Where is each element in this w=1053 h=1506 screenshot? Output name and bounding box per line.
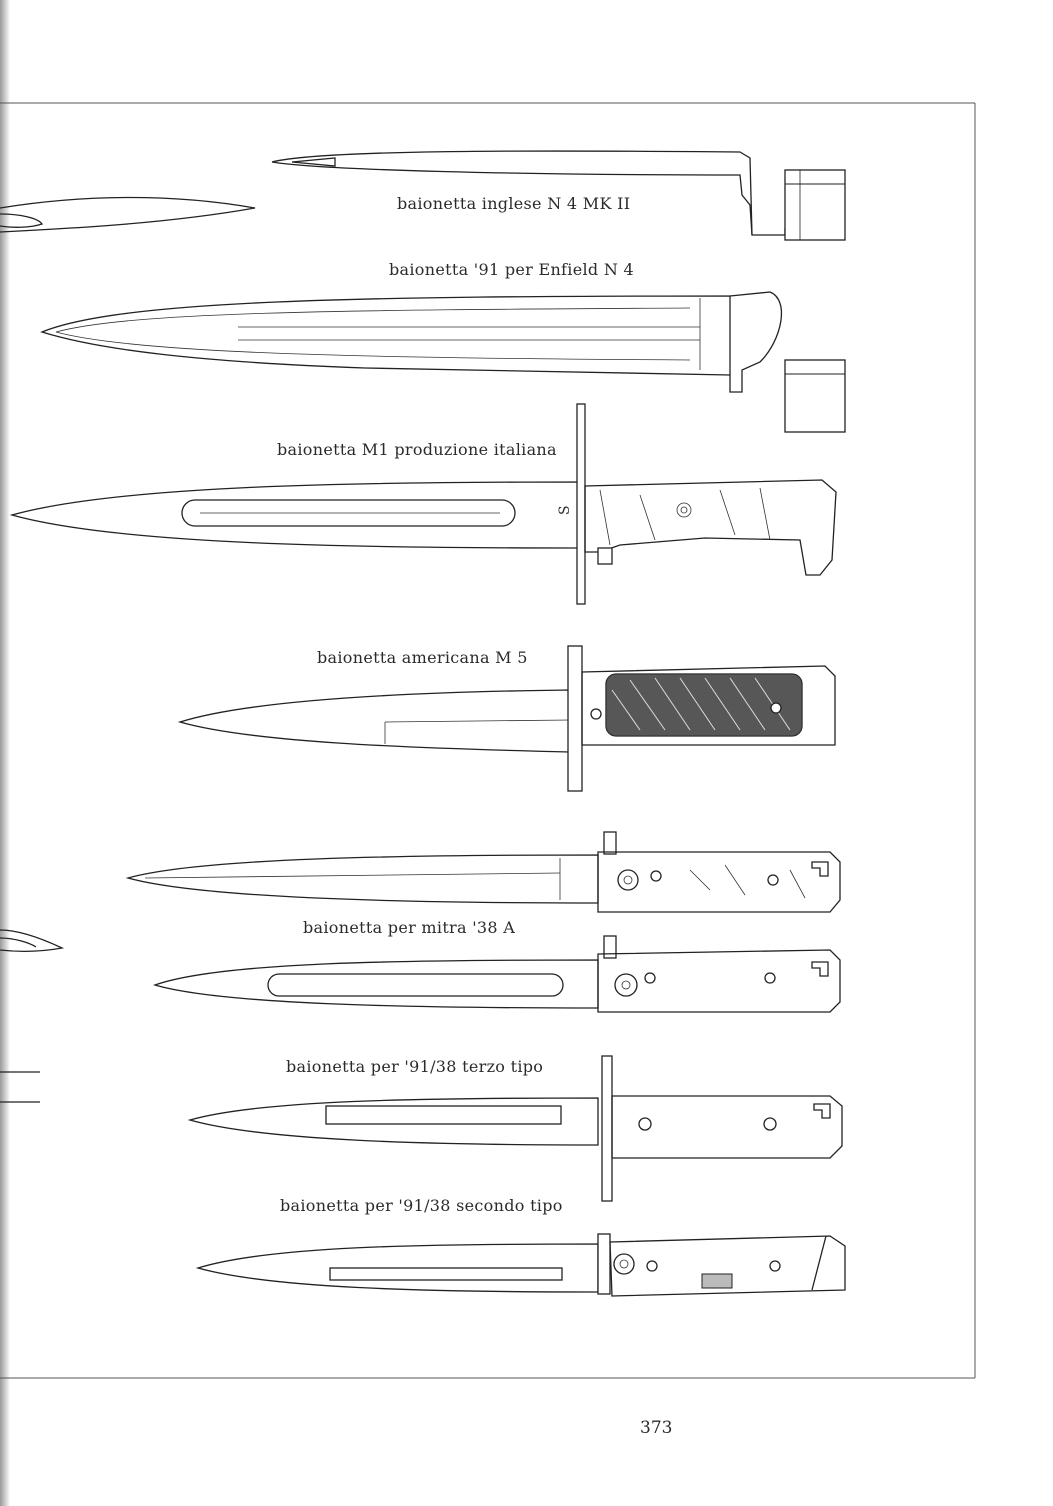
bayonet-drawing-4 — [180, 646, 835, 791]
partial-figure-left-2 — [0, 930, 62, 951]
partial-figure-left-1 — [0, 197, 255, 232]
caption-m1-produzione-italiana: baionetta M1 produzione italiana — [277, 440, 557, 459]
bayonet-drawing-2 — [42, 292, 845, 432]
bayonet-drawing-8 — [198, 1234, 845, 1296]
stamp-letter-s: S — [556, 505, 573, 515]
bayonet-drawing-5 — [128, 832, 840, 912]
caption-91-38-terzo-tipo: baionetta per '91/38 terzo tipo — [286, 1057, 544, 1076]
bayonet-drawing-6 — [155, 936, 840, 1012]
page-number: 373 — [640, 1418, 673, 1438]
partial-figure-left-3 — [0, 1072, 40, 1102]
bayonet-drawing-7 — [190, 1056, 842, 1201]
caption-mitra-38a: baionetta per mitra '38 A — [303, 918, 516, 937]
caption-americana-m5: baionetta americana M 5 — [317, 648, 528, 667]
caption-91-38-secondo-tipo: baionetta per '91/38 secondo tipo — [280, 1196, 563, 1215]
bayonet-drawing-3 — [12, 404, 836, 604]
caption-inglese-n4-mk2: baionetta inglese N 4 MK II — [397, 194, 631, 213]
caption-91-enfield-n4: baionetta '91 per Enfield N 4 — [389, 260, 634, 279]
